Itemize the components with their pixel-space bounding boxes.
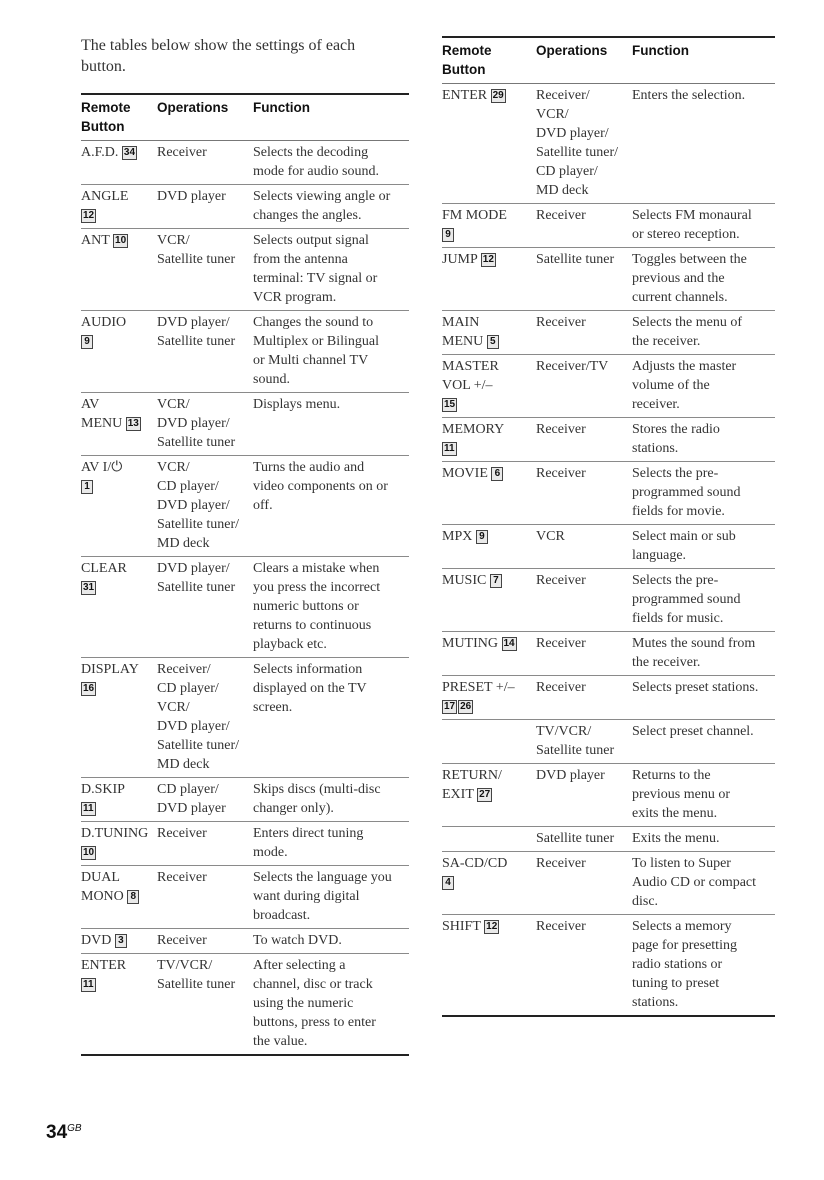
button-reference-number: 8 <box>127 890 139 904</box>
function-cell: Selects preset stations. <box>632 680 759 695</box>
function-cell: To watch DVD. <box>253 933 342 948</box>
button-reference-number: 4 <box>442 876 454 890</box>
button-reference-number: 3 <box>115 934 127 948</box>
table-row <box>442 569 775 632</box>
remote-button-label: DISPLAY <box>81 662 139 677</box>
remote-button-cell <box>81 185 157 229</box>
table-row <box>442 764 775 827</box>
function-cell: To listen to Super Audio CD or compact disc. <box>632 856 757 909</box>
header-remote-button: Remote Button <box>442 43 492 77</box>
remote-button-cell <box>81 229 157 311</box>
button-reference-number: 9 <box>81 335 93 349</box>
remote-button-cell <box>442 915 536 1017</box>
remote-button-cell <box>81 929 157 954</box>
remote-button-cell <box>442 720 536 764</box>
button-reference-number: 9 <box>476 530 488 544</box>
button-reference-number: 9 <box>442 228 454 242</box>
table-row <box>442 852 775 915</box>
function-cell: Adjusts the master volume of the receiver. <box>632 359 737 412</box>
table-header-row <box>442 37 775 84</box>
table-row <box>81 141 409 185</box>
table-row <box>81 393 409 456</box>
remote-button-label: D.SKIP <box>81 782 125 797</box>
table-row <box>442 462 775 525</box>
remote-button-label: CLEAR <box>81 561 127 576</box>
operations-cell: Receiver <box>536 466 586 481</box>
remote-button-label: MASTER VOL +/– <box>442 359 499 393</box>
button-reference-number: 16 <box>83 683 95 694</box>
table-row <box>81 456 409 557</box>
function-cell: After selecting a channel, disc or track using the numeric buttons, press to enter the value. <box>253 958 376 1049</box>
operations-cell: CD player/ DVD player <box>157 782 226 816</box>
remote-button-cell <box>81 456 157 557</box>
table-row <box>81 929 409 954</box>
remote-button-label: MOVIE <box>442 466 488 481</box>
function-cell: Stores the radio stations. <box>632 422 720 456</box>
remote-button-cell <box>81 658 157 778</box>
function-cell: Enters the selection. <box>632 88 746 103</box>
function-cell: Mutes the sound from the receiver. <box>632 636 756 670</box>
header-function: Function <box>632 43 689 58</box>
operations-cell: DVD player <box>157 189 226 204</box>
operations-cell: Receiver <box>536 573 586 588</box>
remote-button-cell <box>442 355 536 418</box>
remote-button-label: RETURN/ EXIT <box>442 768 502 802</box>
remote-button-cell <box>442 418 536 462</box>
table-row <box>442 204 775 248</box>
table-header-row <box>81 94 409 141</box>
operations-cell: DVD player/ Satellite tuner <box>157 315 236 349</box>
remote-button-cell <box>81 954 157 1056</box>
button-reference-number: 11 <box>83 979 94 990</box>
right-column <box>442 0 775 1017</box>
operations-cell: VCR/ Satellite tuner <box>157 233 236 267</box>
function-cell: Selects output signal from the antenna terminal: TV signal or VCR program. <box>253 233 378 305</box>
remote-button-label: D.TUNING <box>81 826 149 841</box>
table-row <box>442 355 775 418</box>
table-row <box>81 658 409 778</box>
function-cell: Selects viewing angle or changes the angles. <box>253 189 391 223</box>
button-reference-number: 26 <box>460 701 472 712</box>
button-reference-number: 17 <box>444 701 456 712</box>
table-row <box>81 229 409 311</box>
remote-button-label: MUTING <box>442 636 498 651</box>
remote-button-label: ANT <box>81 233 110 248</box>
table-row <box>442 525 775 569</box>
function-cell: Clears a mistake when you press the incorrect numeric buttons or returns to continuous playback etc. <box>253 561 381 652</box>
remote-button-cell <box>442 84 536 204</box>
operations-cell: Receiver <box>157 826 207 841</box>
operations-cell: Receiver <box>157 870 207 885</box>
function-cell: Returns to the previous menu or exits the menu. <box>632 768 730 821</box>
button-reference-number: 10 <box>83 847 95 858</box>
remote-button-cell <box>442 764 536 827</box>
table-row <box>442 311 775 355</box>
button-reference-number: 11 <box>444 443 455 454</box>
operations-cell: Receiver <box>536 636 586 651</box>
function-cell: Selects FM monaural or stereo reception. <box>632 208 752 242</box>
function-cell: Select preset channel. <box>632 724 754 739</box>
remote-button-cell <box>442 525 536 569</box>
remote-button-cell <box>442 462 536 525</box>
remote-button-label: AUDIO <box>81 315 127 330</box>
operations-cell: Receiver <box>536 208 586 223</box>
table-row <box>81 822 409 866</box>
header-function: Function <box>253 100 310 115</box>
operations-cell: TV/VCR/ Satellite tuner <box>157 958 236 992</box>
header-operations: Operations <box>157 100 229 115</box>
left-table-body <box>81 141 409 1056</box>
remote-button-cell <box>81 311 157 393</box>
function-cell: Exits the menu. <box>632 831 720 846</box>
button-reference-number: 12 <box>482 254 494 265</box>
remote-button-label: MUSIC <box>442 573 487 588</box>
remote-button-cell <box>442 204 536 248</box>
table-row <box>81 185 409 229</box>
remote-button-label: MPX <box>442 529 473 544</box>
function-cell: Selects the pre- programmed sound fields for movie. <box>632 466 741 519</box>
operations-cell: Receiver/ VCR/ DVD player/ Satellite tuner/ CD player/ MD deck <box>536 88 619 198</box>
function-cell: Toggles between the previous and the current channels. <box>632 252 747 305</box>
operations-cell: Satellite tuner <box>536 252 615 267</box>
function-cell: Selects the pre- programmed sound fields for music. <box>632 573 741 626</box>
operations-cell: VCR/ DVD player/ Satellite tuner <box>157 397 236 450</box>
table-row <box>81 311 409 393</box>
button-reference-number: 15 <box>444 399 456 410</box>
remote-button-label: ANGLE <box>81 189 129 204</box>
remote-button-label: PRESET +/– <box>442 680 515 695</box>
operations-cell: Receiver <box>157 933 207 948</box>
remote-button-label: FM MODE <box>442 208 507 223</box>
table-row <box>442 418 775 462</box>
function-cell: Selects a memory page for presetting radio stations or tuning to preset stations. <box>632 919 737 1010</box>
operations-cell: Receiver/TV <box>536 359 609 374</box>
page-number-value: 34 <box>46 1122 68 1143</box>
remote-button-label: AV I/⏻ <box>81 460 123 475</box>
header-operations: Operations <box>536 43 608 58</box>
operations-cell: Receiver <box>536 919 586 934</box>
operations-cell: Satellite tuner <box>536 831 615 846</box>
button-settings-table-left <box>81 93 409 1056</box>
remote-button-cell <box>81 866 157 929</box>
remote-button-cell <box>81 778 157 822</box>
operations-cell: Receiver <box>157 145 207 160</box>
operations-cell: Receiver <box>536 422 586 437</box>
table-row <box>442 84 775 204</box>
header-remote-button: Remote Button <box>81 100 131 134</box>
button-reference-number: 11 <box>83 803 94 814</box>
operations-cell: Receiver <box>536 680 586 695</box>
remote-button-label: A.F.D. <box>81 145 119 160</box>
button-reference-number: 12 <box>486 921 498 932</box>
remote-button-label: DUAL MONO <box>81 870 124 904</box>
function-cell: Selects the decoding mode for audio sound. <box>253 145 379 179</box>
button-settings-table-right <box>442 36 775 1017</box>
function-cell: Selects the language you want during digital broadcast. <box>253 870 392 923</box>
operations-cell: DVD player <box>536 768 605 783</box>
function-cell: Skips discs (multi-disc changer only). <box>253 782 381 816</box>
function-cell: Select main or sub language. <box>632 529 736 563</box>
page-number <box>46 1122 82 1144</box>
remote-button-cell <box>442 827 536 852</box>
button-reference-number: 1 <box>81 480 93 494</box>
table-row <box>442 827 775 852</box>
remote-button-label: ENTER <box>442 88 488 103</box>
table-row <box>81 778 409 822</box>
left-column <box>81 0 409 1056</box>
remote-button-label: MAIN MENU <box>442 315 484 349</box>
button-reference-number: 12 <box>83 210 95 221</box>
function-cell: Displays menu. <box>253 397 341 412</box>
table-row <box>442 248 775 311</box>
function-cell: Changes the sound to Multiplex or Bilingual or Multi channel TV sound. <box>253 315 379 387</box>
function-cell: Turns the audio and video components on or off. <box>253 460 388 513</box>
remote-button-label: ENTER <box>81 958 127 973</box>
remote-button-cell <box>442 569 536 632</box>
remote-button-label: MEMORY <box>442 422 505 437</box>
function-cell: Selects information displayed on the TV screen. <box>253 662 367 715</box>
button-reference-number: 27 <box>479 789 491 800</box>
remote-button-label: AV MENU <box>81 397 123 431</box>
table-row <box>81 954 409 1056</box>
table-row <box>81 557 409 658</box>
right-table-body <box>442 84 775 1017</box>
button-reference-number: 31 <box>83 582 95 593</box>
intro-text: The tables below show the settings of each button. <box>81 37 356 75</box>
table-row <box>81 866 409 929</box>
remote-button-cell <box>81 141 157 185</box>
operations-cell: VCR/ CD player/ DVD player/ Satellite tuner/ MD deck <box>157 460 240 551</box>
operations-cell: VCR <box>536 529 565 544</box>
button-reference-number: 10 <box>115 235 127 246</box>
remote-button-label: SHIFT <box>442 919 481 934</box>
remote-button-label: SA-CD/CD <box>442 856 508 871</box>
button-reference-number: 29 <box>492 90 504 101</box>
button-reference-number: 6 <box>491 467 503 481</box>
page-number-suffix: GB <box>67 1123 82 1134</box>
button-reference-number: 7 <box>490 574 502 588</box>
button-reference-number: 34 <box>123 147 136 158</box>
remote-button-cell <box>442 852 536 915</box>
remote-button-label: JUMP <box>442 252 478 267</box>
remote-button-cell <box>81 822 157 866</box>
operations-cell: DVD player/ Satellite tuner <box>157 561 236 595</box>
button-reference-number: 13 <box>127 418 139 429</box>
function-cell: Selects the menu of the receiver. <box>632 315 743 349</box>
button-reference-number: 14 <box>503 638 515 649</box>
remote-button-cell <box>81 393 157 456</box>
table-row <box>442 720 775 764</box>
operations-cell: Receiver <box>536 315 586 330</box>
operations-cell: Receiver <box>536 856 586 871</box>
table-row <box>442 915 775 1017</box>
table-row <box>442 676 775 720</box>
remote-button-cell <box>442 632 536 676</box>
function-cell: Enters direct tuning mode. <box>253 826 364 860</box>
operations-cell: Receiver/ CD player/ VCR/ DVD player/ Satellite tuner/ MD deck <box>157 662 240 772</box>
operations-cell: TV/VCR/ Satellite tuner <box>536 724 615 758</box>
remote-button-cell <box>442 676 536 720</box>
remote-button-cell <box>442 248 536 311</box>
remote-button-label: DVD <box>81 933 112 948</box>
table-row <box>442 632 775 676</box>
button-reference-number: 5 <box>487 335 499 349</box>
remote-button-cell <box>442 311 536 355</box>
remote-button-cell <box>81 557 157 658</box>
